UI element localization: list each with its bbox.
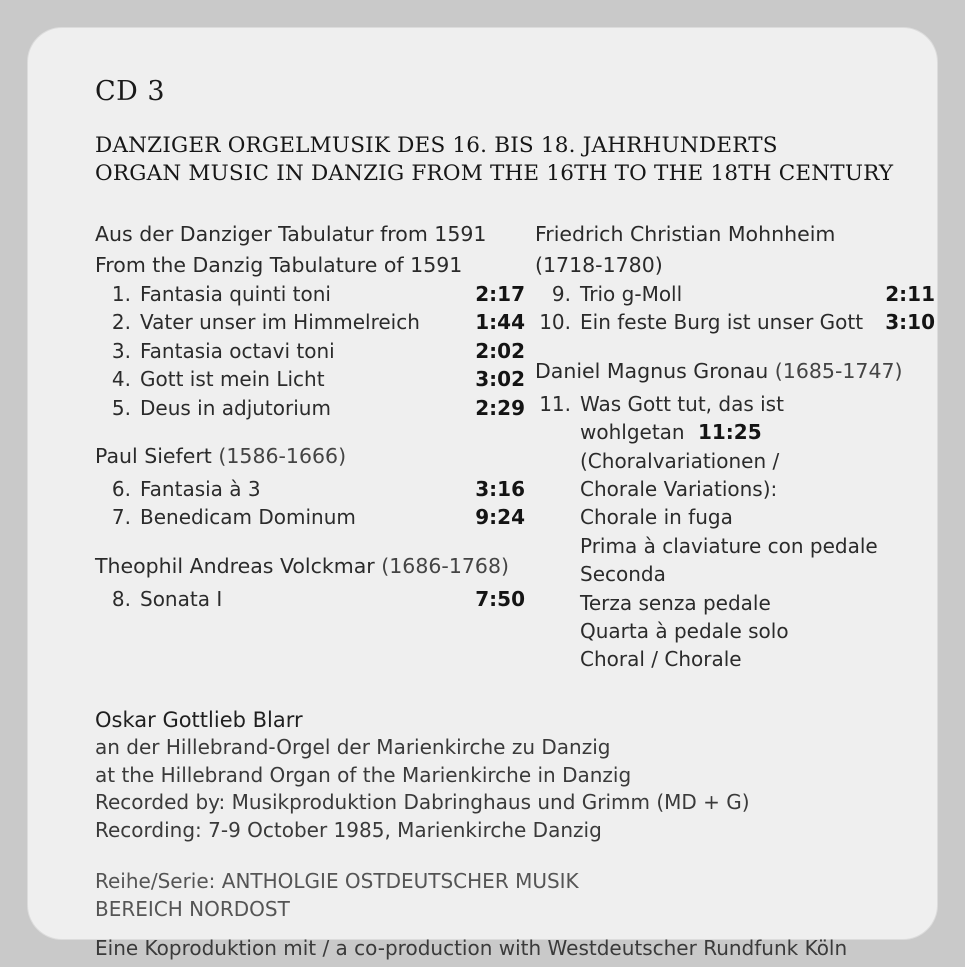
track-row	[535, 280, 935, 308]
track-row	[95, 503, 525, 531]
coproduction-line: Eine Koproduktion mit / a co-production with Westdeutscher Rundfunk Köln	[95, 935, 848, 960]
track-number: 4.	[111, 367, 131, 392]
credit-line: at the Hillebrand Organ of the Marienkirche in Danzig	[95, 762, 632, 787]
track-duration: 2:29	[475, 395, 525, 420]
track-title: Ein feste Burg ist unser Gott	[580, 310, 864, 335]
group-heading	[95, 554, 525, 579]
movement-line: Prima à claviature con pedale	[580, 533, 878, 558]
track-duration: 11:25	[697, 420, 762, 445]
composer-name: Paul Siefert	[95, 443, 212, 468]
movement-line: (Choralvariationen /	[580, 448, 780, 473]
work-group-gronau	[535, 359, 935, 674]
header-titles	[95, 133, 909, 186]
track-row	[535, 390, 935, 418]
group-heading: Aus der Danziger Tabulatur from 1591	[95, 222, 487, 246]
composer-dates: (1718-1780)	[535, 253, 663, 277]
track-duration: 2:11	[885, 282, 935, 306]
album-title-english: ORGAN MUSIC IN DANZIG FROM THE 16TH TO THE 18TH CENTURY	[95, 161, 894, 186]
track-row	[95, 308, 525, 336]
work-group-mohnheim	[535, 222, 935, 337]
track-list	[535, 280, 935, 337]
track-number: 6.	[111, 476, 131, 501]
credits-block	[95, 708, 945, 960]
composer-dates: (1686-1768)	[381, 553, 510, 578]
track-title: Vater unser im Himmelreich	[140, 310, 420, 335]
track-duration: 3:10	[885, 310, 935, 335]
movement-list	[580, 447, 935, 674]
movement-line: Terza senza pedale	[580, 590, 771, 615]
track-row	[95, 280, 525, 308]
track-title: Fantasia quinti toni	[140, 282, 331, 306]
track-number: 3.	[111, 338, 131, 363]
track-title: Trio g-Moll	[580, 282, 683, 306]
composer-name: Theophil Andreas Volckmar	[95, 553, 375, 578]
track-title: Fantasia octavi toni	[140, 338, 335, 363]
composer-dates: (1586-1666)	[218, 443, 347, 468]
credit-line: an der Hillebrand-Orgel der Marienkirche zu Danzig	[95, 735, 611, 759]
track-number: 5.	[111, 395, 131, 420]
track-title: Sonata I	[140, 586, 223, 611]
track-list	[95, 280, 525, 422]
series-block	[95, 868, 945, 923]
track-duration: 3:02	[475, 367, 525, 392]
work-group-siefert	[95, 444, 525, 532]
track-title: Benedicam Dominum	[140, 505, 356, 530]
album-title-german: DANZIGER ORGELMUSIK DES 16. BIS 18. JAHRHUNDERTS	[95, 133, 778, 158]
track-row	[95, 475, 525, 503]
group-heading	[535, 359, 935, 384]
track-title: Was Gott tut, das ist	[580, 391, 784, 416]
cd-booklet-page	[28, 28, 937, 960]
group-subheading: From the Danzig Tabulature of 1591	[95, 253, 463, 277]
track-number: 1.	[111, 282, 131, 306]
track-title: Deus in adjutorium	[140, 395, 331, 420]
track-number: 8.	[111, 586, 131, 611]
track-duration: 2:17	[475, 282, 525, 306]
group-heading: Friedrich Christian Mohnheim	[535, 222, 836, 246]
track-duration: 1:44	[475, 310, 525, 335]
track-duration: 9:24	[475, 505, 525, 530]
track-list	[535, 390, 935, 418]
track-number: 9.	[551, 282, 571, 306]
tracklist-column-left	[95, 222, 525, 635]
tracklist-column-right	[535, 222, 935, 696]
composer-dates: (1685-1747)	[774, 358, 903, 383]
movement-line: Choral / Chorale	[580, 647, 742, 672]
track-duration: 3:16	[475, 476, 525, 501]
movement-line: Chorale in fuga	[580, 505, 733, 530]
work-group-volckmar	[95, 554, 525, 613]
track-number: 11.	[539, 391, 571, 416]
track-row	[95, 337, 525, 365]
credit-line: Recorded by: Musikproduktion Dabringhaus und Grimm (MD + G)	[95, 790, 750, 815]
track-title-part: wohlgetan	[580, 420, 685, 445]
series-line: BEREICH NORDOST	[95, 896, 290, 921]
track-row	[535, 308, 935, 336]
track-duration: 7:50	[475, 586, 525, 611]
credit-line: Recording: 7-9 October 1985, Marienkirche Danzig	[95, 817, 602, 842]
track-row	[95, 365, 525, 393]
track-row	[95, 394, 525, 422]
track-number: 10.	[539, 310, 571, 335]
track-list	[95, 585, 525, 613]
movement-line: Quarta à pedale solo	[580, 618, 789, 643]
work-group-tabulatur	[95, 222, 525, 422]
movement-line: Chorale Variations):	[580, 476, 778, 501]
track-row	[95, 585, 525, 613]
disc-label: CD 3	[95, 76, 166, 107]
performer-name: Oskar Gottlieb Blarr	[95, 708, 303, 732]
track-number: 2.	[111, 310, 131, 335]
track-title: Gott ist mein Licht	[140, 367, 325, 392]
track-title-line2	[580, 418, 935, 446]
track-number: 7.	[111, 505, 131, 530]
track-title: Fantasia à 3	[140, 476, 261, 501]
group-heading	[95, 444, 525, 469]
composer-name: Daniel Magnus Gronau	[535, 358, 769, 383]
track-list	[95, 475, 525, 532]
track-title-continuation	[580, 418, 935, 446]
track-duration: 2:02	[475, 338, 525, 363]
series-line: Reihe/Serie: ANTHOLGIE OSTDEUTSCHER MUSIK	[95, 869, 579, 894]
movement-line: Seconda	[580, 562, 666, 587]
